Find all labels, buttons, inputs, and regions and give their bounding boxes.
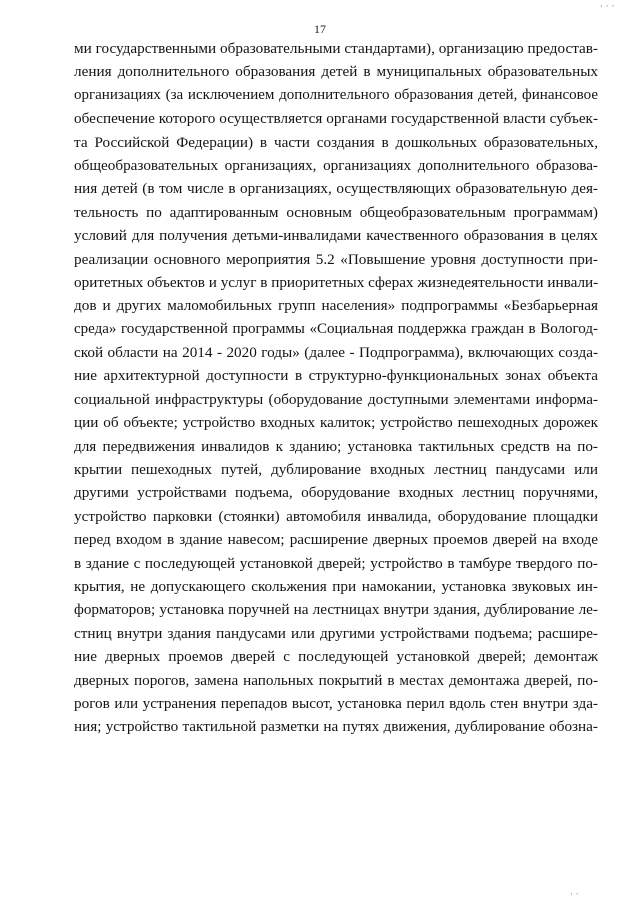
scan-mark-top: · · · (600, 2, 615, 12)
text-line: организациях (за исключением дополнительного образования детей, финансовое (74, 86, 598, 103)
text-line: рогов или устранения перепадов высот, установка перил вдоль стен внутри зда- (74, 694, 598, 712)
text-line: реализации основного мероприятия 5.2 «Повышение уровня доступности при- (74, 250, 598, 268)
text-line: ми государственными образовательными стандартами), организацию предостав- (74, 40, 598, 57)
text-line: устройство парковки (стоянки) автомобиля инвалида, оборудование площадки (74, 507, 598, 525)
text-line: условий для получения детьми-инвалидами качественного образования в целях (74, 227, 598, 245)
text-line: социальной инфраструктуры (оборудование доступными элементами информа- (74, 390, 598, 408)
text-line: ние дверных проемов дверей с последующей установкой дверей; демонтаж (74, 648, 598, 666)
text-line: та Российской Федерации) в части создания в дошкольных образовательных, (74, 133, 598, 151)
text-line: ния детей (в том числе в организациях, осуществляющих образовательную дея- (74, 180, 598, 198)
text-line: обеспечение которого осуществляется органами государственной власти субъек- (74, 110, 598, 128)
text-line: перед входом в здание навесом; расширение дверных проемов дверей на входе (74, 531, 598, 549)
text-line: ления дополнительного образования детей в муниципальных образовательных (74, 63, 598, 81)
text-line: другими устройствами подъема, оборудование входных лестниц поручнями, (74, 484, 598, 502)
text-line: для передвижения инвалидов к зданию; установка тактильных средств на по- (74, 437, 598, 455)
text-line: тельность по адаптированным основным общеобразовательным программам) (74, 203, 598, 221)
text-line: крытия, не допускающего скольжения при намокании, установка звуковых ин- (74, 577, 598, 595)
text-line: дов и других маломобильных групп населения» подпрограммы «Безбарьерная (74, 297, 598, 315)
text-line: дверных порогов, замена напольных покрытий в местах демонтажа дверей, по- (74, 671, 598, 689)
text-line: ния; устройство тактильной разметки на путях движения, дублирование обозна- (74, 718, 598, 736)
text-line: стниц внутри здания пандусами или другими устройствами подъема; расшире- (74, 624, 598, 642)
body-text (74, 37, 598, 739)
page-number: 17 (314, 22, 326, 36)
text-line: крытии пешеходных путей, дублирование входных лестниц пандусами или (74, 461, 598, 479)
text-line: общеобразовательных организациях, организациях дополнительного образова- (74, 156, 598, 174)
text-line: ции об объекте; устройство входных калиток; устройство пешеходных дорожек (74, 414, 598, 432)
scan-mark-bottom: · · (570, 890, 579, 900)
text-line: в здание с последующей установкой дверей; устройство в тамбуре твердого по- (74, 554, 598, 572)
text-line: оритетных объектов и услуг в приоритетных сферах жизнедеятельности инвали- (74, 273, 598, 291)
text-line: форматоров; установка поручней на лестницах внутри здания, дублирование ле- (74, 601, 598, 619)
text-line: среда» государственной программы «Социальная поддержка граждан в Вологод- (74, 320, 598, 337)
text-line: ской области на 2014 - 2020 годы» (далее - Подпрограмма), включающих созда- (74, 344, 598, 362)
text-line: ние архитектурной доступности в структурно-функциональных зонах объекта (74, 367, 598, 385)
